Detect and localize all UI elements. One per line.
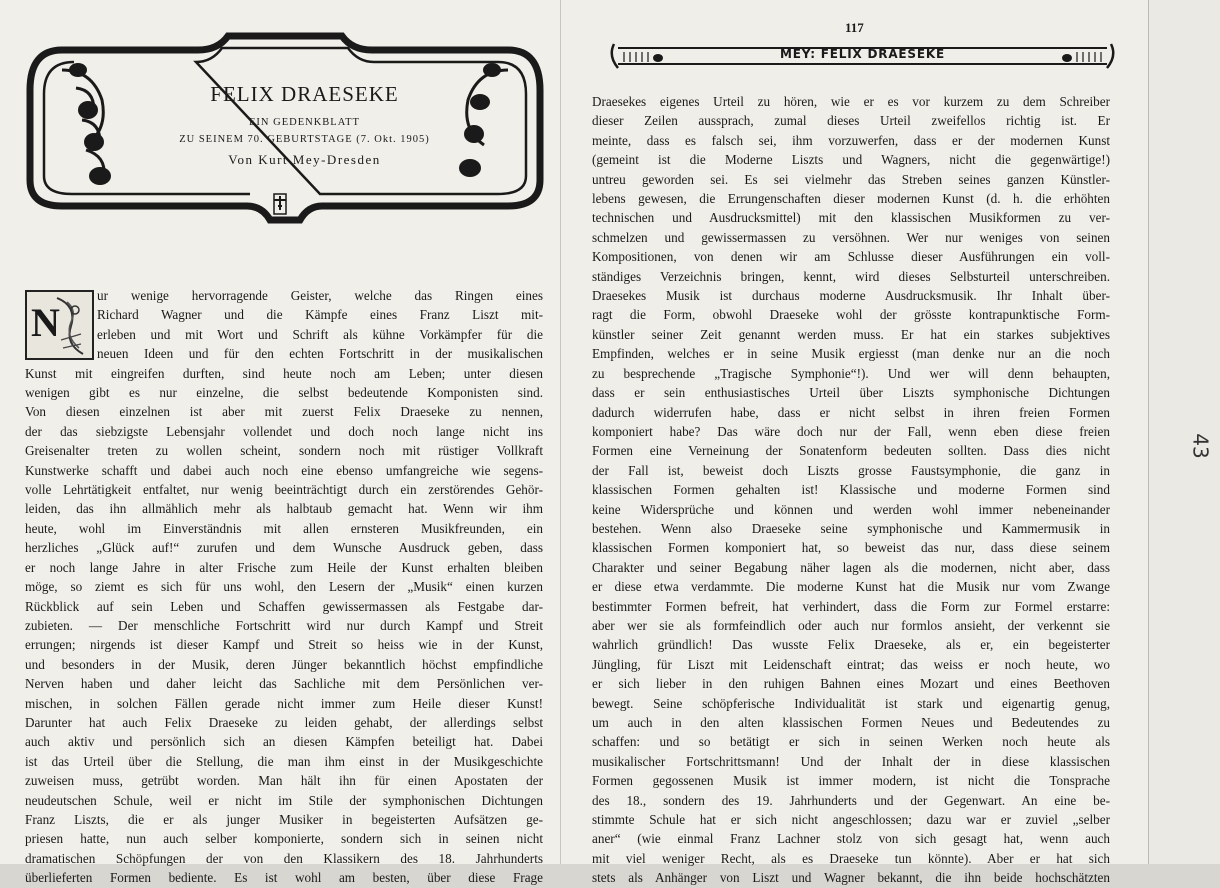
running-head-title: MEY: FELIX DRAESEKE xyxy=(780,47,945,61)
text-line: ist das Urteil über die Stellung, die man ihm einst in der Musikgeschichte xyxy=(25,753,543,769)
text-line: zubieten. — Der menschliche Fortschritt wird nur durch Kampf und Streit xyxy=(25,617,543,633)
article-title: FELIX DRAESEKE xyxy=(210,82,399,106)
text-line: Charakter und seiner Begabung näher lagen als die modernen, nicht aber, dass xyxy=(592,559,1110,575)
subtitle-line-1: EIN GEDENKBLATT xyxy=(249,117,360,128)
text-line: Rückblick auf sein Leben und Schaffen gewissermassen als Festgabe dar- xyxy=(25,598,543,614)
article-subtitle xyxy=(132,114,477,148)
text-line: und besonders in der Musik, deren Jünger bekanntlich höchst empfindliche xyxy=(25,656,543,672)
text-line: Jüngling, für Liszt mit Leidenschaft eintrat; das weiss er noch heute, wo xyxy=(592,656,1110,672)
text-line: bestimmter Formen befreit, hat verhindert, dass die Form zur Formel erstarre: xyxy=(592,598,1110,614)
text-line: wahrlich gründlich! Das wusste Felix Draeseke, als er, ein begeisterter xyxy=(592,637,1110,653)
text-line: aber wer sie als formfeindlich oder auch nur formlos ansieht, der verkennt sie xyxy=(592,617,1110,633)
ornamental-title-frame xyxy=(22,30,548,226)
text-line: dadurch widerrufen habe, dass er nicht selbst in ihren freien Formen xyxy=(592,404,1110,420)
right-body-text xyxy=(592,92,1110,888)
text-line: ragt die Form, obwohl Draeseke wohl der grösste kontrapunktische Form- xyxy=(592,307,1110,323)
text-line: bestehen. Wenn also Draeseke seine symphonische und Kammermusik in xyxy=(592,520,1110,536)
page-margin-strip xyxy=(1148,0,1220,864)
text-line: möge, so ziemt es sich für uns wohl, den Lesern der „Musik“ einen kurzen xyxy=(25,579,543,595)
text-line: schmelzen und gewissermassen zu versöhnen. Wer nur weniges von seinen xyxy=(592,229,1110,245)
left-body-text xyxy=(25,286,543,888)
text-line: Nerven haben und daher leicht das Sachliche mit dem Persönlichen ver- xyxy=(25,676,543,692)
drop-cap-letter: N xyxy=(31,300,60,345)
text-line: Kunst mit eingreifen durften, sind heute noch am Leben; unter diesen xyxy=(25,365,543,381)
text-line: Draesekes eigenes Urteil zu hören, wie er es vor kurzem zu dem Schreiber xyxy=(592,94,1110,109)
text-line: des 18., sondern des 19. Jahrhunderts und der Gegenwart. An eine be- xyxy=(592,792,1110,808)
text-line: errungen; nirgends ist dieser Kampf und Streit so heiss wie in der Kunst, xyxy=(25,637,543,653)
text-line: stets als Anhänger von Liszt und Wagner bekannt, die ihn beide hochschätzten xyxy=(592,870,1110,886)
text-line: um auch in den alten klassischen Formen Neues und Bedeutendes zu xyxy=(592,715,1110,730)
text-line: überlieferten Formen bediente. Es ist wohl am besten, über diese Frage xyxy=(25,870,543,886)
text-line: dieser Zeilen aussprach, zumal dieses Urteil zweifellos richtig ist. Er xyxy=(592,113,1110,129)
text-line: er noch lange Jahre in alter Frische zum Heile der Kunst erhalten bleiben xyxy=(25,559,543,575)
text-line: ur wenige hervorragende Geister, welche das Ringen eines xyxy=(97,288,543,303)
text-line: Formen eine Verneinung der Sonatenform bedeuten sollten. Dass dies nicht xyxy=(592,443,1110,459)
text-line: priesen hatte, nun auch selber komponierte, sondern sich in seinen nicht xyxy=(25,831,543,847)
text-line: Richard Wagner und die Kämpfe eines Franz Liszt mit- xyxy=(97,307,543,323)
text-line: mischen, in solchen Fällen gerade nicht immer zum Heile dieser Kunst! xyxy=(25,695,543,711)
text-line: komponiert habe? Das wäre doch nur der Fall, wenn eben diese freien xyxy=(592,423,1110,439)
text-line: wenigen gibt es nur einzelne, die selbst bedeutende Komponisten sind. xyxy=(25,385,543,401)
text-line: keine Widersprüche und können und werden wohl immer nebeneinander xyxy=(592,501,1110,517)
text-line: auch aktiv und persönlich sich an diesen Kämpfen beteiligt hat. Dabei xyxy=(25,734,543,750)
text-line: mit viel weniger Recht, als es Draeseke tun könnte). Aber er hat sich xyxy=(592,850,1110,866)
text-line: Formen gegossenen Musik ist immer modern, ist nicht die Tonsprache xyxy=(592,773,1110,789)
title-block xyxy=(132,82,477,168)
text-line: künstler seiner Zeit genannt werden muss. Er hat ein starkes subjektives xyxy=(592,326,1110,342)
text-line: bewegt. Seine schöpferische Individualität ist stark und eigenartig genug, xyxy=(592,695,1110,711)
text-line: er diese etwa verdammte. Die moderne Kunst hat die Musik nur vom Zwange xyxy=(592,579,1110,595)
text-line: klassischen Formen komponiert hat, so beweist das nur, dass diese seinem xyxy=(592,540,1110,556)
text-line: der das siebzigste Lebensjahr vollendet und doch noch lange nicht ins xyxy=(25,423,543,439)
text-line: erleben und mit Wort und Schrift als kühne Vorkämpfer für die xyxy=(97,326,543,342)
text-line: Darunter hat auch Felix Draeseke zu leiden gehabt, der allerdings selbst xyxy=(25,714,543,730)
text-line: aner“ (wie einmal Franz Lachner stolz von sich gesagt hat, wenn auch xyxy=(592,831,1110,847)
text-line: er sich lieber in den ruhigen Bahnen eines Mozart und eines Beethoven xyxy=(592,676,1110,692)
text-line: Kompositionen, von denen wir am Schlusse dieser Ausführungen ein voll- xyxy=(592,249,1110,265)
text-line: Empfinden, welches er in seine Musik ergiesst (man denke nur an die noch xyxy=(592,346,1110,362)
text-line: zuweisen muss, getrübt worden. Man hält ihn für einen Apostaten der xyxy=(25,773,543,789)
text-line: dass er sein enthusiastisches Urteil über Liszts symphonische Dichtungen xyxy=(592,385,1110,401)
text-line: Draesekes Musik ist durchaus moderne Ausdrucksmusik. Ihr Inhalt über- xyxy=(592,288,1110,304)
text-line: Franz Liszts, die er als junger Musiker in begeisterten Aufsätzen ge- xyxy=(25,811,543,827)
left-page xyxy=(0,0,560,886)
text-line: Greisenalter treten zu wollen scheint, sondern noch mit rüstiger Vollkraft xyxy=(25,443,543,459)
text-line: stimmte Schule hat er sich nicht angeschlossen; dazu war er zuviel „selber xyxy=(592,812,1110,828)
text-line: untreu geworden sei. Es sei vielmehr das Streben seines ganzen Künstler- xyxy=(592,171,1110,187)
text-line: dramatischen Schöpfungen der von den Klassikern des 18. Jahrhunderts xyxy=(25,850,543,866)
text-line: herzliches „Glück auf!“ zurufen und dem Wunsche Ausdruck geben, dass xyxy=(25,540,543,556)
text-line: klassischen Formen gehalten ist! Klassische und moderne Formen sind xyxy=(592,482,1110,498)
text-line: lebens gewesen, die Errungenschaften dieser modernen Kunst (d. h. die erhöhten xyxy=(592,191,1110,207)
text-line: schaffen: und so betätigt er sich in seinen Werken noch heute als xyxy=(592,734,1110,750)
handwritten-margin-note: 43 xyxy=(1188,433,1213,459)
subtitle-line-2: ZU SEINEM 70. GEBURTSTAGE (7. Okt. 1905) xyxy=(179,134,430,145)
text-line: Von diesen einzelnen ist aber mit zuerst Felix Draeseke zu nennen, xyxy=(25,404,543,420)
text-line: Kunstwerke schafft und dabei auch noch eine ebenso umfangreiche wie segens- xyxy=(25,462,543,478)
running-head xyxy=(610,38,1115,72)
author-byline: Von Kurt Mey-Dresden xyxy=(228,152,381,167)
text-line: neuen Ideen und für den echten Fortschritt in der musikalischen xyxy=(97,346,543,362)
text-line: meinte, dass es falsch sei, ihm vorzuwerfen, dass er der modernen Kunst xyxy=(592,132,1110,148)
page-number: 117 xyxy=(845,20,864,35)
text-line: heute, wohl im Einverständnis mit allen ernsteren Musikfreunden, ein xyxy=(25,520,543,536)
text-line: volle Lehrtätigkeit entfaltet, nur wenig beeinträchtigt durch ein zerstörendes Gehör- xyxy=(25,482,543,498)
text-line: ständiges Verzeichnis bringen, kennt, wird dieses Selbsturteil unterschreiben. xyxy=(592,268,1110,284)
text-line: technischen und Ausdrucksmittel) mit den klassischen Musikformen zu ver- xyxy=(592,210,1110,226)
text-line: musikalischer Fortschrittsmann! Und der Inhalt der in diese klassischen xyxy=(592,753,1110,769)
text-line: der Fall ist, beweist doch Liszts grosse Faustsymphonie, die ganz in xyxy=(592,462,1110,478)
text-line: neudeutschen Schule, weil er nicht im Stile der symphonischen Dichtungen xyxy=(25,792,543,808)
text-line: (gemeint ist die Moderne Liszts und Wagners, nicht die gegenwärtige!) xyxy=(592,152,1110,168)
text-line: zu besprechende „Tragische Symphonie“!). Und wer will denn behaupten, xyxy=(592,365,1110,381)
text-line: leiden, das ihn allmählich mehr als halbtaub gemacht hat. Wenn wir ihm xyxy=(25,501,543,517)
